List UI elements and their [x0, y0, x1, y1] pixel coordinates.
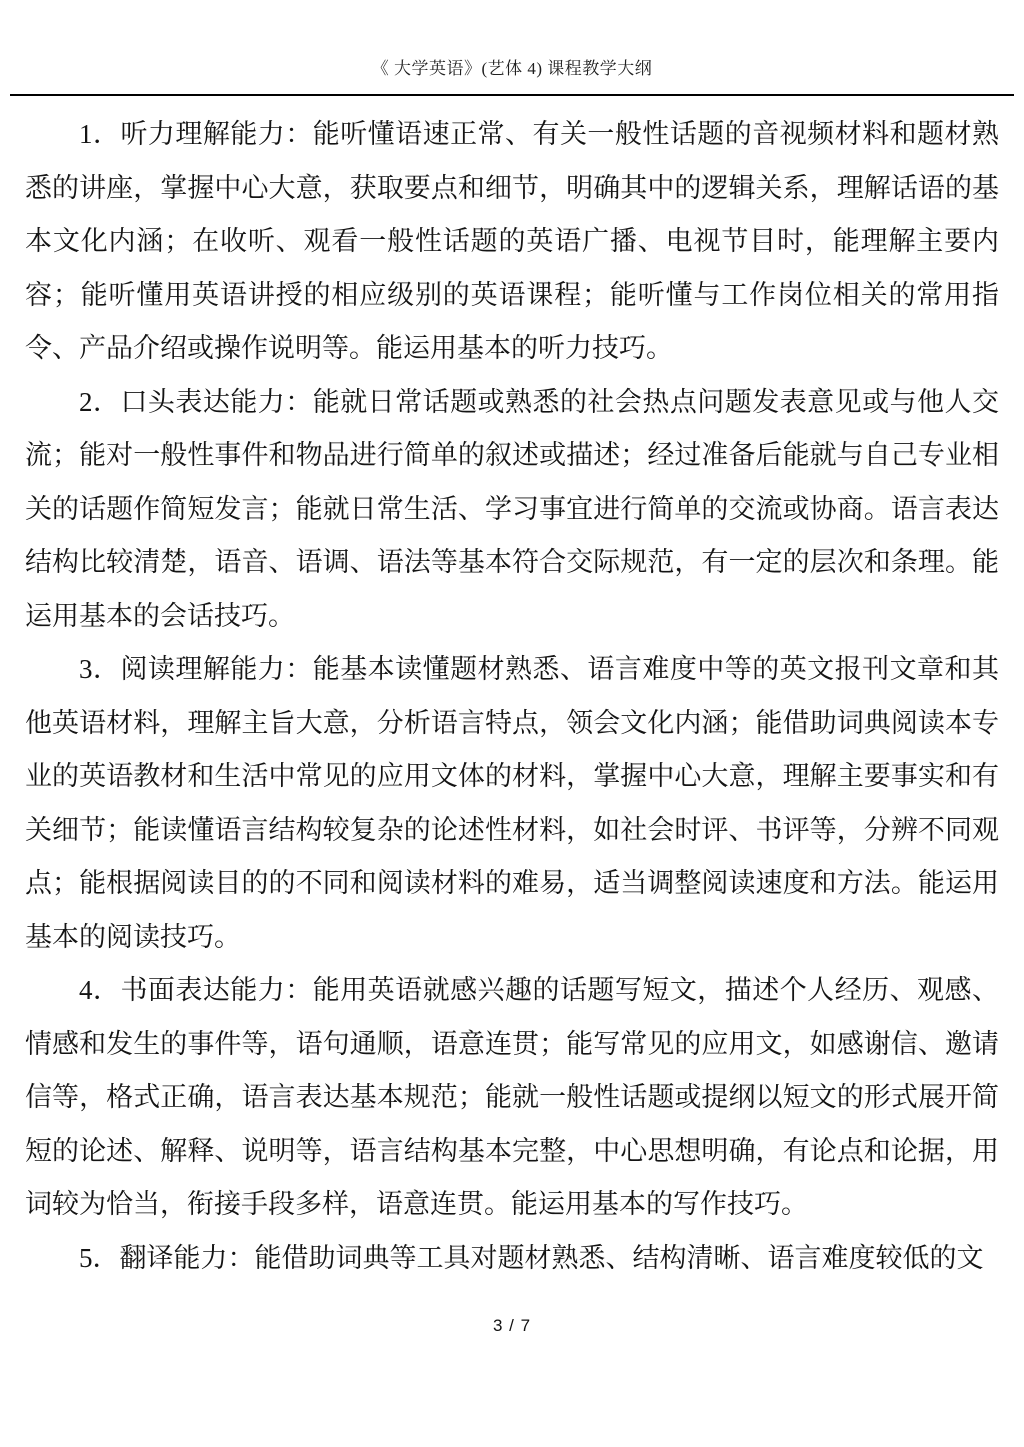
paragraph-oral-expression: 2．口头表达能力：能就日常话题或熟悉的社会热点问题发表意见或与他人交流；能对一般性事件和物品进行简单的叙述或描述；经过准备后能就与自己专业相关的话题作简短发言；能就日常生活、学习事宜进行简单的交流或协商。语言表达结构比较清楚，语音、语调、语法等基本符合交际规范，有一定的层次和条理。能运用基本的会话技巧。: [25, 386, 999, 631]
document-body: [0, 96, 1024, 1285]
page-header: [0, 0, 1024, 80]
page-footer: [0, 1316, 1024, 1336]
paragraph-reading-comprehension: 3．阅读理解能力：能基本读懂题材熟悉、语言难度中等的英文报刊文章和其他英语材料，理解主旨大意，分析语言特点，领会文化内涵；能借助词典阅读本专业的英语教材和生活中常见的应用文体的材料，掌握中心大意，理解主要事实和有关细节；能读懂语言结构较复杂的论述性材料，如社会时评、书评等，分辨不同观点；能根据阅读目的的不同和阅读材料的难易，适当调整阅读速度和方法。能运用基本的阅读技巧。: [25, 654, 999, 952]
paragraph-written-expression: 4．书面表达能力：能用英语就感兴趣的话题写短文，描述个人经历、观感、情感和发生的事件等，语句通顺，语意连贯；能写常见的应用文，如感谢信、邀请信等，格式正确，语言表达基本规范；能就一般性话题或提纲以短文的形式展开简短的论述、解释、说明等，语言结构基本完整，中心思想明确，有论点和论据，用词较为恰当，衔接手段多样，语意连贯。能运用基本的写作技巧。: [25, 975, 999, 1219]
paragraph-listening-comprehension: 1．听力理解能力：能听懂语速正常、有关一般性话题的音视频材料和题材熟悉的讲座，掌握中心大意，获取要点和细节，明确其中的逻辑关系，理解话语的基本文化内涵；在收听、观看一般性话题的英语广播、电视节目时，能理解主要内容；能听懂用英语讲授的相应级别的英语课程；能听懂与工作岗位相关的常用指令、产品介绍或操作说明等。能运用基本的听力技巧。: [25, 119, 999, 363]
paragraph-translation: 5．翻译能力：能借助词典等工具对题材熟悉、结构清晰、语言难度较低的文: [79, 1242, 984, 1273]
page-number: 3 / 7: [492, 1316, 532, 1335]
document-title: 《 大学英语》(艺体 4) 课程教学大纲: [371, 59, 653, 78]
